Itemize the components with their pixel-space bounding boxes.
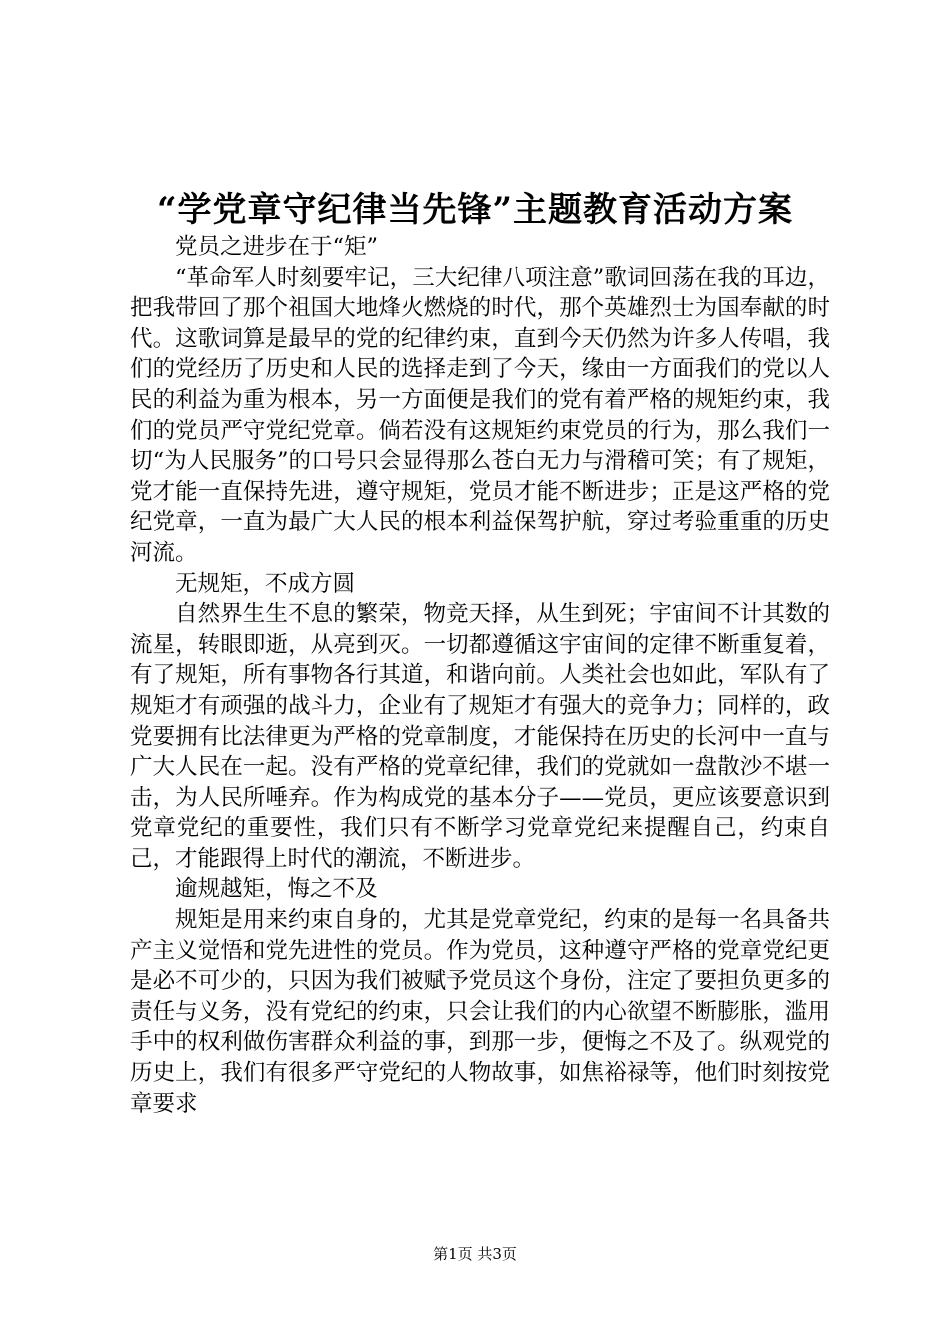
document-body	[130, 232, 830, 1119]
document-title: “学党章守纪律当先锋”主题教育活动方案	[156, 190, 794, 230]
body-paragraph: 自然界生生不息的繁荣，物竞天择，从生到死；宇宙间不计其数的流星，转眼即逝，从亮到灭。一切都遵循这宇宙间的定律不断重复着，有了规矩，所有事物各行其道，和谐向前。人类社会也如此，军队有了规矩才有顽强的战斗力，企业有了规矩才有强大的竞争力；同样的，政党要拥有比法律更为严格的党章制度，才能保持在历史的长河中一直与广大人民在一起。没有严格的党章纪律，我们的党就如一盘散沙不堪一击，为人民所唾弃。作为构成党的基本分子——党员，更应该要意识到党章党纪的重要性，我们只有不断学习党章党纪来提醒自己，约束自己，才能跟得上时代的潮流，不断进步。	[130, 601, 830, 872]
section-heading: 无规矩，不成方圆	[175, 570, 356, 597]
section-heading: 党员之进步在于“矩”	[175, 234, 379, 260]
section-heading: 逾规越矩，悔之不及	[175, 876, 378, 903]
body-paragraph: 规矩是用来约束自身的，尤其是党章党纪，约束的是每一名具备共产主义觉悟和党先进性的党员。作为党员，这种遵守严格的党章党纪更是必不可少的，只因为我们被赋予党员这个身份，注定了要担负更多的责任与义务，没有党纪的约束，只会让我们的内心欲望不断膨胀，滥用手中的权利做伤害群众利益的事，到那一步，便悔之不及了。纵观党的历史上，我们有很多严守党纪的人物故事，如焦裕禄等，他们时刻按党章要求	[130, 907, 830, 1117]
page-footer: 第1页 共3页	[433, 1245, 517, 1263]
body-paragraph: “革命军人时刻要牢记，三大纪律八项注意”歌词回荡在我的耳边，把我带回了那个祖国大地烽火燃烧的时代，那个英雄烈士为国奉献的时代。这歌词算是最早的党的纪律约束，直到今天仍然为许多人传唱，我们的党经历了历史和人民的选择走到了今天，缘由一方面我们的党以人民的利益为重为根本，另一方面便是我们的党有着严格的规矩约束，我们的党员严守党纪党章。倘若没有这规矩约束党员的行为，那么我们一切“为人民服务”的口号只会显得那么苍白无力与滑稽可笑；有了规矩，党才能一直保持先进，遵守规矩，党员才能不断进步；正是这严格的党纪党章，一直为最广大人民的根本利益保驾护航，穿过考验重重的历史河流。	[130, 264, 830, 566]
